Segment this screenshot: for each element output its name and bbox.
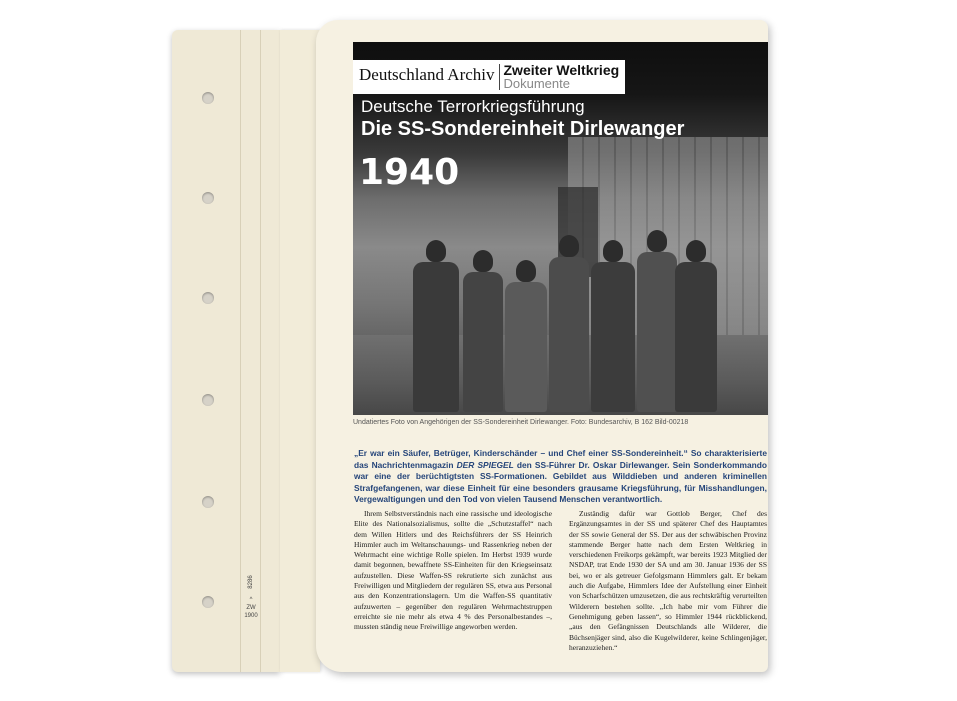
- brand-series-subtitle: Dokumente: [503, 76, 570, 91]
- lead-text-2: den SS-Führer Dr. Oskar Dirlewanger. Sein Sonderkommando war eine der berüchtigtsten SS-Formationen. Gebildet aus Wilddieben und anderen kriminellen Strafgefangenen, war diese Einheit für eine besonders grausame Kriegsführung, für Misshandlungen, Vergewaltigungen und den Tod von vielen Tausend Menschen verantwortlich.: [354, 459, 768, 504]
- punch-hole: [202, 394, 214, 406]
- punch-hole: [202, 92, 214, 104]
- binder-backing: [172, 30, 280, 672]
- brand-series: [500, 60, 626, 94]
- punch-hole: [202, 192, 214, 204]
- photo-caption: Undatiertes Foto von Angehörigen der SS-Sondereinheit Dirlewanger. Foto: Bundesarchiv, B 162 Bild-00218: [353, 419, 689, 426]
- lead-paragraph: [354, 448, 767, 506]
- spine-series: ZW: [246, 605, 256, 611]
- photo-figure: [637, 252, 677, 412]
- page-subtitle: Deutsche Terrorkriegsführung: [361, 97, 585, 116]
- sheet-stack-edge: [280, 30, 320, 672]
- brand-name: Deutschland Archiv: [359, 65, 495, 84]
- photo-soldiers: [413, 212, 713, 412]
- lead-text-1: „Er war ein Säufer, Betrüger, Kinderschänder – und Chef einer SS-Sondereinheit.“ So charakterisierte das Nachrichtenmagazin: [354, 448, 767, 470]
- spine-number: 1900: [244, 613, 258, 619]
- page-title: Die SS-Sondereinheit Dirlewanger: [361, 118, 685, 140]
- body-column-left: [354, 509, 552, 633]
- body-paragraph: Ihrem Selbstverständnis nach eine rassische und ideologische Elite des Nationalsozialismus, sollte die „Schutzstaffel“ nach dem Willen Hitlers und des Reichsführers der SS Heinrich Himmler auch im Weltanschauungs- und Rassenkrieg neben der Wehrmacht eine wichtige Rolle spielen. Im Herbst 1939 wurde damit begonnen, bewaffnete SS-Einheiten für den Kriegseinsatz aufzustellen. Diese Waffen-SS rekrutierte sich zunächst aus Freiwilligen und Mitgliedern der regulären SS, etwa aus Personal aus den Konzentrationslagern. Um die Waffen-SS quantitativ aufzuwerten – gegenüber den regulären Wehrmachtstruppen erreichte sie nie mehr als etwa 4 % des Personalbestandes –, mussten ständig neue Freiwillige angeworben werden.: [354, 509, 552, 632]
- photo-figure: [591, 262, 635, 412]
- spine-arrow: ^: [249, 597, 253, 603]
- photo-figure: [463, 272, 503, 412]
- lead-magazine: DER SPIEGEL: [456, 459, 514, 470]
- brand-box: [353, 60, 625, 94]
- body-paragraph: Zuständig dafür war Gottlob Berger, Chef des Ergänzungsamtes in der SS und späterer Chef des Hauptamtes der SS sowie General der SS. Der aus der schwäbischen Provinz stammende Berger hatte nach dem Ersten Weltkrieg in verschiedenen Freikorps gekämpft, war bereits 1923 Mitglied der NSDAP, trat Ende 1930 der SA und am 30. Januar 1936 der SS bei, wo er als getreuer Gefolgsmann Himmlers galt. Er bekam auch die Aufgabe, Himmlers Idee der Aufstellung einer Einheit von Scharfschützen umzusetzen, die aus rechtskräftig verurteilten Wilderern bestehen sollte. „Ich habe mir vom Führer die Genehmigung geben lassen“, so Himmler 1944 rückblickend, „aus den Gefängnissen Deutschlands alle Wilderer, die Büchsenjäger sind, also die Kugelwilderer, keine Schlingenjäger, heranzuziehen.“: [569, 509, 767, 652]
- binder-fold-line: [260, 30, 261, 672]
- punch-hole: [202, 596, 214, 608]
- spine-code: 8286: [248, 575, 254, 589]
- photo-figure: [549, 257, 589, 412]
- punch-hole: [202, 496, 214, 508]
- brand-series-title: Zweiter Weltkrieg: [503, 62, 620, 78]
- photo-figure: [413, 262, 459, 412]
- year-heading: 1940: [359, 152, 460, 193]
- body-column-right: [569, 509, 767, 653]
- binder-fold-line: [240, 30, 241, 672]
- photo-figure: [675, 262, 717, 412]
- punch-hole: [202, 292, 214, 304]
- photo-figure: [505, 282, 547, 412]
- spine-label: [244, 575, 258, 620]
